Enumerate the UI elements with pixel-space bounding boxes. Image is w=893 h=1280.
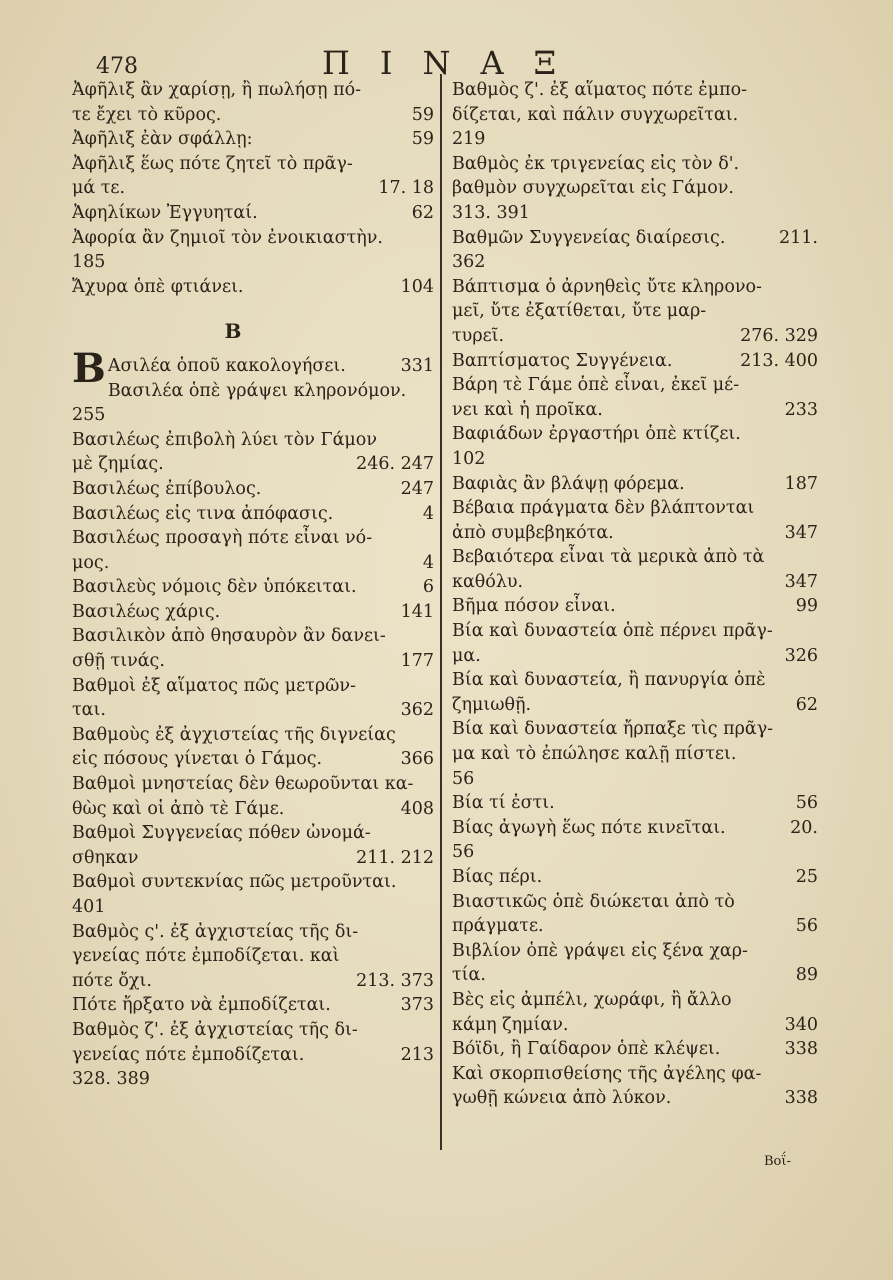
entry-text: Ἀφῆλιξ ἂν χαρίσῃ, ἢ πωλήσῃ πό- bbox=[72, 80, 362, 100]
entry-text: ἀπὸ συμβεβηκότα. bbox=[452, 522, 614, 543]
entry-text: Βεβαιότερα εἶναι τὰ μερικὰ ἀπὸ τὰ bbox=[452, 547, 765, 568]
entry-text: 185 bbox=[72, 252, 106, 273]
entry-text: μά τε. bbox=[72, 178, 126, 199]
entry-text: Βασιλέα ὁπὲ γράψει κληρονόμον. bbox=[107, 380, 407, 401]
entry-text: τία. bbox=[452, 965, 486, 986]
index-entry bbox=[452, 127, 818, 152]
entry-text: Βασιλέως ἐπιβολὴ λύει τὸν Γάμον bbox=[72, 429, 377, 450]
entry-text: 362 bbox=[452, 252, 486, 273]
index-entry bbox=[72, 201, 434, 226]
index-entry bbox=[72, 698, 434, 723]
entry-text: Βὲς εἰς ἀμπέλι, χωράφι, ἢ ἄλλο bbox=[452, 989, 732, 1010]
index-entry bbox=[72, 649, 434, 674]
entry-text: Βαθμὸς ζ'. ἐξ αἵματος πότε ἐμπο- bbox=[452, 80, 748, 100]
index-entry bbox=[72, 993, 434, 1018]
index-entry bbox=[72, 226, 434, 251]
entry-text: νει καὶ ἡ προῖκα. bbox=[452, 399, 603, 420]
index-entry bbox=[72, 428, 434, 453]
entry-text: Ἀφορία ἂν ζημιοῖ τὸν ἐνοικιαστὴν. bbox=[72, 227, 383, 248]
index-entry bbox=[452, 398, 818, 423]
entry-text: Βαθμοὶ μνηστείας δὲν θεωροῦνται κα- bbox=[72, 774, 414, 795]
entry-text: Βαθμῶν Συγγενείας διαίρεσις. bbox=[452, 227, 726, 248]
index-entry bbox=[452, 767, 818, 792]
entry-text: βαθμὸν συγχωρεῖται εἰς Γάμον. bbox=[452, 178, 734, 199]
entry-text: μα καὶ τὸ ἐπώλησε καλῇ πίστει. bbox=[452, 744, 737, 765]
index-entry bbox=[72, 103, 434, 128]
index-entry bbox=[452, 275, 818, 300]
page-reference: 276. 329 bbox=[740, 325, 818, 346]
entry-text: 401 bbox=[72, 897, 106, 917]
index-entry bbox=[452, 791, 818, 816]
entry-text: Βαθμὸς ἐκ τριγενείας εἰς τὸν δ'. bbox=[452, 153, 740, 174]
entry-text: καθόλυ. bbox=[452, 571, 524, 592]
index-entry bbox=[72, 176, 434, 201]
entry-text: πράγματε. bbox=[452, 916, 544, 937]
index-entry bbox=[72, 920, 434, 945]
page-reference: 213 bbox=[400, 1044, 434, 1065]
entry-text: δίζεται, καὶ πάλιν συγχωρεῖται. bbox=[452, 104, 739, 125]
index-entry bbox=[452, 816, 818, 841]
page-reference: 6 bbox=[422, 577, 434, 598]
index-entry bbox=[72, 1067, 434, 1092]
page-reference: 213. 373 bbox=[356, 970, 434, 991]
page-number: 478 bbox=[96, 54, 138, 79]
index-entry bbox=[452, 1037, 818, 1062]
entry-text: Βῆμα πόσον εἶναι. bbox=[452, 596, 616, 617]
page-reference: 25 bbox=[795, 867, 818, 887]
index-entry bbox=[452, 496, 818, 521]
index-entry bbox=[72, 152, 434, 177]
index-entry bbox=[452, 619, 818, 644]
entry-text: μα. bbox=[452, 645, 481, 666]
page-reference: 56 bbox=[795, 916, 818, 937]
index-entry bbox=[452, 668, 818, 693]
index-entry bbox=[72, 452, 434, 477]
index-entry bbox=[72, 846, 434, 871]
entry-text: Βία καὶ δυναστεία ἤρπαξε τὶς πρᾶγ- bbox=[452, 719, 774, 740]
index-entry bbox=[72, 797, 434, 822]
entry-text: Βίας ἀγωγὴ ἕως πότε κινεῖται. bbox=[452, 817, 726, 838]
catchword: Βοΐ- bbox=[764, 1154, 791, 1169]
entry-text: Βαφιὰς ἂν βλάψῃ φόρεμα. bbox=[452, 473, 685, 494]
index-entry bbox=[452, 349, 818, 374]
entry-text: Βασιλικὸν ἀπὸ θησαυρὸν ἂν δανει- bbox=[72, 626, 386, 647]
index-entry bbox=[72, 379, 434, 404]
page-reference: 408 bbox=[400, 798, 434, 819]
entry-text: Βαθμὸς ζ'. ἐξ ἀγχιστείας τῆς δι- bbox=[72, 1019, 358, 1040]
entry-text: Ἄχυρα ὁπὲ φτιάνει. bbox=[72, 276, 244, 297]
entry-text: Ἀφῆλιξ ἕως πότε ζητεῖ τὸ πρᾶγ- bbox=[72, 153, 353, 174]
index-entry bbox=[452, 939, 818, 964]
entry-text: σθῇ τινάς. bbox=[72, 651, 165, 672]
index-entry bbox=[452, 865, 818, 890]
index-entry bbox=[452, 447, 818, 472]
page-reference: 246. 247 bbox=[356, 454, 434, 475]
entry-text: 56 bbox=[452, 768, 475, 789]
index-entry bbox=[452, 373, 818, 398]
entry-text: Βασιλεὺς νόμοις δὲν ὑπόκειται. bbox=[72, 577, 357, 598]
entry-text: Βάρη τὲ Γάμε ὁπὲ εἶναι, ἐκεῖ μέ- bbox=[452, 375, 740, 396]
entry-text: μεῖ, ὔτε ἐξατίθεται, ὔτε μαρ- bbox=[452, 301, 707, 322]
page-reference: 347 bbox=[784, 522, 818, 543]
index-entry bbox=[452, 644, 818, 669]
page-reference: 347 bbox=[784, 571, 818, 592]
index-entry bbox=[452, 324, 818, 349]
entry-text: Βαθμοὶ Συγγενείας πόθεν ὠνομά- bbox=[72, 823, 371, 844]
entry-text: κάμη ζημίαν. bbox=[452, 1014, 569, 1035]
index-entry bbox=[72, 747, 434, 772]
page-reference: 62 bbox=[795, 694, 818, 715]
index-entry bbox=[72, 624, 434, 649]
page-reference: 177 bbox=[400, 651, 434, 672]
index-entry bbox=[72, 575, 434, 600]
index-entry bbox=[452, 299, 818, 324]
index-entry bbox=[452, 545, 818, 570]
index-entry bbox=[72, 1043, 434, 1068]
page-reference: 62 bbox=[411, 202, 434, 223]
entry-text: Βαθμοὶ συντεκνίας πῶς μετροῦνται. bbox=[72, 872, 397, 893]
entry-text: 56 bbox=[452, 842, 475, 863]
index-entry bbox=[452, 103, 818, 128]
index-entry bbox=[452, 570, 818, 595]
entry-text: ζημιωθῇ. bbox=[452, 694, 532, 715]
entry-text: Βασιλέως χάρις. bbox=[72, 601, 221, 622]
entry-text: γωθῇ κώνεια ἀπὸ λύκον. bbox=[452, 1088, 672, 1109]
entry-text: γενείας πότε ἐμποδίζεται. καὶ bbox=[72, 946, 340, 967]
index-entry bbox=[72, 600, 434, 625]
index-entry bbox=[452, 963, 818, 988]
entry-text: 219 bbox=[452, 129, 486, 150]
index-entry bbox=[72, 250, 434, 275]
entry-text: τυρεῖ. bbox=[452, 325, 505, 346]
index-entry bbox=[72, 526, 434, 551]
index-entry bbox=[452, 176, 818, 201]
entry-text: σθηκαν bbox=[72, 847, 139, 868]
page-reference: 326 bbox=[784, 645, 818, 666]
page-reference: 59 bbox=[411, 129, 434, 150]
entry-text: 328. 389 bbox=[72, 1069, 150, 1090]
page-reference: 373 bbox=[400, 995, 434, 1016]
entry-text: Καὶ σκορπισθείσης τῆς ἀγέλης φα- bbox=[452, 1063, 762, 1084]
entry-text: εἰς πόσους γίνεται ὁ Γάμος. bbox=[72, 749, 323, 770]
index-entry bbox=[72, 127, 434, 152]
entry-text: Βάπτισμα ὁ ἀρνηθεὶς ὔτε κληρονο- bbox=[452, 276, 762, 297]
index-entry bbox=[452, 201, 818, 226]
index-entry bbox=[452, 521, 818, 546]
entry-text: Ασιλέα ὁποῦ κακολογήσει. bbox=[107, 355, 346, 376]
entry-text: πότε ὄχι. bbox=[72, 970, 152, 991]
entry-text: Βαθμοὶ ἐξ αἵματος πῶς μετρῶν- bbox=[72, 675, 356, 696]
entry-text: Βία καὶ δυναστεία ὁπὲ πέρνει πρᾶγ- bbox=[452, 621, 773, 642]
index-entry bbox=[452, 742, 818, 767]
entry-text: Βασιλέως εἰς τινα ἀπόφασις. bbox=[72, 503, 334, 524]
page-reference: 338 bbox=[784, 1039, 818, 1060]
entry-text: Βία καὶ δυναστεία, ἢ πανυργία ὁπὲ bbox=[452, 670, 766, 691]
index-entry bbox=[72, 275, 434, 300]
index-entry bbox=[72, 477, 434, 502]
index-entries-alpha bbox=[72, 78, 434, 299]
entry-text: Βαπτίσματος Συγγένεια. bbox=[452, 350, 673, 371]
page-title: ΠΙΝΑΞ bbox=[322, 44, 587, 82]
entry-text: Βασιλέως ἐπίβουλος. bbox=[72, 478, 262, 499]
entry-text: 313. 391 bbox=[452, 202, 530, 223]
index-entries-beta bbox=[72, 344, 434, 1092]
index-entry bbox=[452, 1086, 818, 1111]
index-entry bbox=[72, 821, 434, 846]
page-reference: 20. bbox=[790, 817, 818, 838]
page-reference: 233 bbox=[784, 399, 818, 420]
index-entry bbox=[452, 472, 818, 497]
entry-text: 255 bbox=[72, 405, 106, 426]
index-entry bbox=[452, 1062, 818, 1087]
entry-text: μὲ ζημίας. bbox=[72, 454, 164, 475]
entry-text: θὼς καὶ οἱ ἀπὸ τὲ Γάμε. bbox=[72, 798, 285, 819]
page-reference: 89 bbox=[795, 965, 818, 986]
column-divider bbox=[440, 74, 442, 1150]
index-entry bbox=[452, 914, 818, 939]
index-entry bbox=[72, 723, 434, 748]
entry-text: μος. bbox=[72, 552, 110, 573]
entry-text: Βία τί ἐστι. bbox=[452, 793, 555, 814]
index-entry bbox=[452, 226, 818, 251]
page-reference: 366 bbox=[400, 749, 434, 770]
entry-text: Βαθμὸς ς'. ἐξ ἀγχιστείας τῆς δι- bbox=[72, 921, 359, 942]
entry-text: Ἀφῆλιξ ἐὰν σφάλλῃ: bbox=[72, 129, 253, 150]
entry-text: Πότε ἤρξατο νὰ ἐμποδίζεται. bbox=[72, 995, 331, 1016]
drop-cap-letter: Β bbox=[72, 344, 106, 392]
page-reference: 211. 212 bbox=[356, 847, 434, 868]
index-entry bbox=[452, 890, 818, 915]
page-reference: 213. 400 bbox=[740, 350, 818, 371]
index-entry bbox=[452, 988, 818, 1013]
entry-text: τε ἔχει τὸ κῦρος. bbox=[72, 104, 222, 125]
entry-text: Βαφιάδων ἐργαστήρι ὁπὲ κτίζει. bbox=[452, 424, 741, 445]
index-entry bbox=[452, 250, 818, 275]
page-reference: 4 bbox=[422, 503, 434, 524]
index-entries-right bbox=[452, 78, 818, 1111]
page-reference: 17. 18 bbox=[378, 178, 434, 199]
index-entry bbox=[72, 403, 434, 428]
page-reference: 211. bbox=[779, 227, 818, 248]
index-entry bbox=[72, 1018, 434, 1043]
index-entry bbox=[452, 1013, 818, 1038]
page-reference: 104 bbox=[400, 276, 434, 297]
index-entry bbox=[452, 594, 818, 619]
index-entry bbox=[452, 840, 818, 865]
page-reference: 99 bbox=[795, 596, 818, 617]
page-reference: 362 bbox=[400, 700, 434, 721]
index-entry bbox=[452, 422, 818, 447]
entry-text: Βαθμοὺς ἐξ ἀγχιστείας τῆς διγνείας bbox=[72, 724, 396, 745]
index-entry bbox=[72, 969, 434, 994]
index-entry bbox=[72, 674, 434, 699]
index-entry bbox=[72, 772, 434, 797]
index-entry bbox=[72, 944, 434, 969]
page-reference: 331 bbox=[400, 355, 434, 376]
index-entry bbox=[72, 895, 434, 920]
entry-text: γενείας πότε ἐμποδίζεται. bbox=[72, 1044, 305, 1065]
page-reference: 56 bbox=[795, 793, 818, 814]
index-entry bbox=[72, 502, 434, 527]
page-reference: 59 bbox=[411, 104, 434, 125]
index-entry bbox=[452, 78, 818, 103]
index-entry bbox=[72, 870, 434, 895]
index-entry bbox=[452, 717, 818, 742]
page-reference: 340 bbox=[784, 1014, 818, 1035]
entry-text: Βιβλίον ὁπὲ γράψει εἰς ξένα χαρ- bbox=[452, 940, 748, 961]
entry-text: ται. bbox=[72, 700, 106, 721]
section-letter: Β bbox=[224, 319, 242, 344]
index-entry bbox=[72, 551, 434, 576]
page-reference: 4 bbox=[422, 552, 434, 573]
page-reference: 247 bbox=[400, 478, 434, 499]
entry-text: Βασιλέως προσαγὴ πότε εἶναι νό- bbox=[72, 528, 373, 549]
entry-text: 102 bbox=[452, 448, 486, 469]
entry-text: Βιαστικῶς ὁπὲ διώκεται ἀπὸ τὸ bbox=[452, 891, 735, 912]
page-reference: 338 bbox=[784, 1088, 818, 1109]
index-entry bbox=[452, 152, 818, 177]
entry-text: Βόϊδι, ἢ Γαίδαρον ὁπὲ κλέψει. bbox=[452, 1039, 721, 1060]
page-reference: 141 bbox=[400, 601, 434, 622]
entry-text: Ἀφηλίκων Ἐγγυηταί. bbox=[72, 202, 258, 223]
index-entry bbox=[72, 78, 434, 103]
right-column bbox=[452, 78, 818, 1111]
page-reference: 187 bbox=[784, 473, 818, 494]
entry-text: Βέβαια πράγματα δὲν βλάπτονται bbox=[452, 498, 755, 519]
index-entry bbox=[452, 693, 818, 718]
left-column bbox=[72, 78, 434, 1092]
entry-text: Βίας πέρι. bbox=[452, 867, 543, 887]
